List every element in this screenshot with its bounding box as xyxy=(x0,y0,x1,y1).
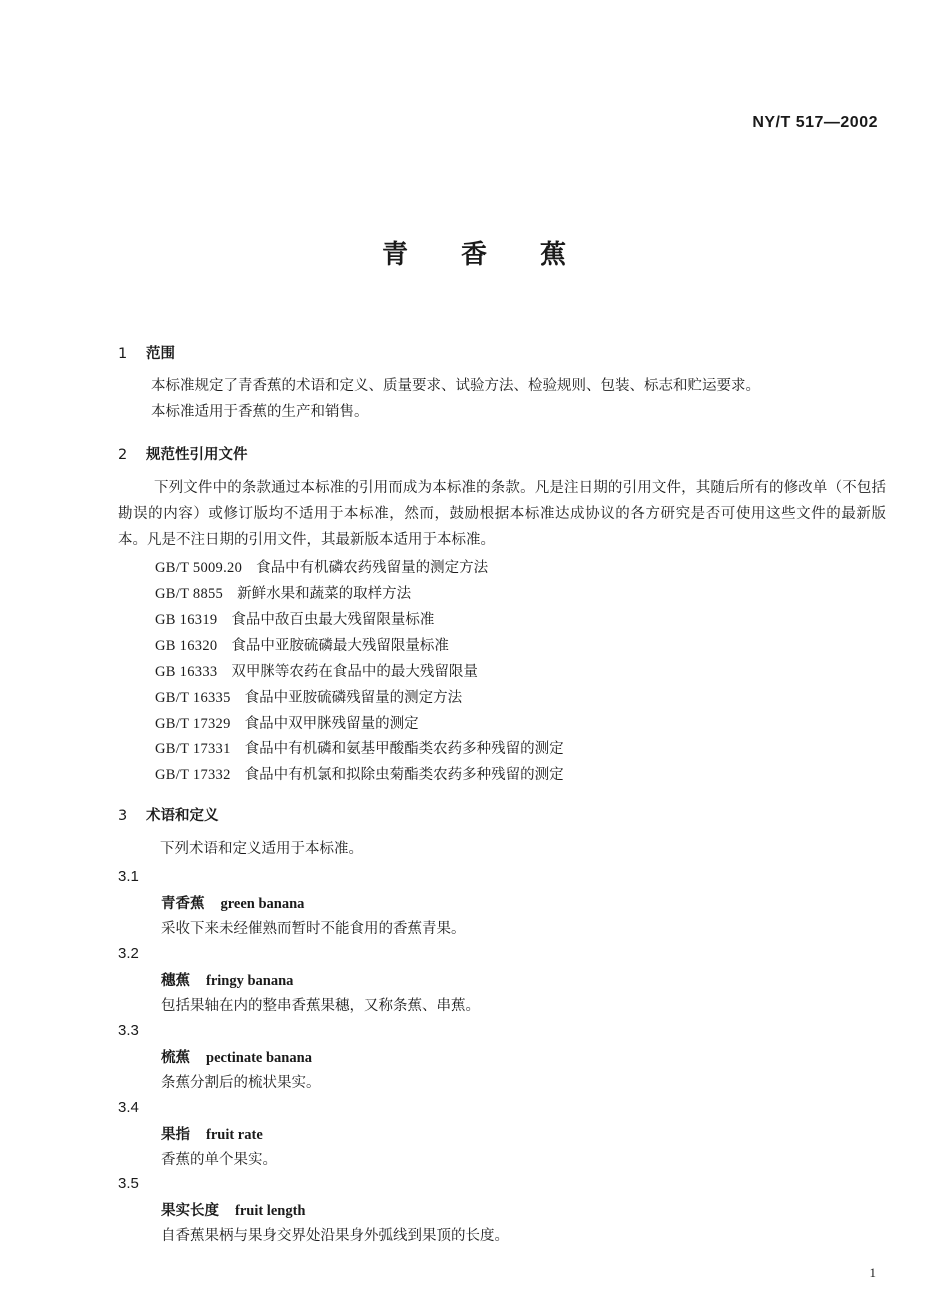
reference-code: GB/T 16335 xyxy=(155,690,231,706)
reference-code: GB/T 5009.20 xyxy=(155,560,243,576)
reference-code: GB 16333 xyxy=(155,664,218,680)
term-en: fringy banana xyxy=(206,973,294,989)
term-heading xyxy=(161,969,293,990)
page-number: 1 xyxy=(869,1265,876,1280)
reference-item xyxy=(155,763,564,784)
section-title: 范围 xyxy=(146,346,175,362)
reference-item xyxy=(155,737,564,758)
reference-title: 食品中亚胺硫磷残留量的测定方法 xyxy=(244,690,463,706)
term-heading xyxy=(161,892,304,913)
term-heading xyxy=(161,1199,305,1220)
reference-item xyxy=(155,608,434,629)
reference-code: GB 16319 xyxy=(155,612,218,628)
section-title: 规范性引用文件 xyxy=(146,447,248,463)
reference-title: 食品中敌百虫最大残留限量标准 xyxy=(231,612,435,628)
term-number: 3.4 xyxy=(118,1099,139,1116)
term-heading xyxy=(161,1123,263,1144)
reference-title: 食品中有机磷农药残留量的测定方法 xyxy=(256,560,489,576)
term-zh: 穗蕉 xyxy=(161,973,190,989)
term-en: fruit length xyxy=(235,1203,306,1219)
term-definition: 条蕉分割后的梳状果实。 xyxy=(161,1075,321,1091)
reference-title: 食品中双甲脒残留量的测定 xyxy=(244,716,419,732)
reference-item xyxy=(155,556,488,577)
term-zh: 果实长度 xyxy=(161,1203,219,1219)
reference-title: 食品中有机氯和拟除虫菊酯类农药多种残留的测定 xyxy=(244,767,564,783)
standard-code: NY/T 517—2002 xyxy=(752,114,878,131)
reference-item xyxy=(155,712,419,733)
paragraph: 下列文件中的条款通过本标准的引用而成为本标准的条款。凡是注日期的引用文件，其随后所有的修改单（不包括勘误的内容）或修订版均不适用于本标准，然而，鼓励根据本标准达成协议的各方研究是否可使用这些文件的最新版本。凡是不注日期的引用文件，其最新版本适用于本标准。 xyxy=(118,480,886,548)
term-en: green banana xyxy=(220,896,305,912)
reference-code: GB/T 17329 xyxy=(155,716,231,732)
paragraph: 本标准规定了青香蕉的术语和定义、质量要求、试验方法、检验规则、包装、标志和贮运要求。 xyxy=(151,378,760,394)
section-number: 1 xyxy=(118,346,128,362)
reference-title: 双甲脒等农药在食品中的最大残留限量 xyxy=(231,664,478,680)
reference-code: GB 16320 xyxy=(155,638,218,654)
reference-code: GB/T 17332 xyxy=(155,767,231,783)
term-zh: 梳蕉 xyxy=(161,1050,190,1066)
reference-item xyxy=(155,582,411,603)
paragraph: 本标准适用于香蕉的生产和销售。 xyxy=(151,404,369,420)
reference-item xyxy=(155,686,462,707)
section-3-heading xyxy=(118,804,219,825)
paragraph: 下列术语和定义适用于本标准。 xyxy=(160,841,363,857)
document-title: 青 香 蕉 xyxy=(381,240,589,270)
term-definition: 采收下来未经催熟而暂时不能食用的香蕉青果。 xyxy=(161,921,466,937)
reference-code: GB/T 17331 xyxy=(155,741,231,757)
term-heading xyxy=(161,1046,312,1067)
term-definition: 包括果轴在内的整串香蕉果穗，又称条蕉、串蕉。 xyxy=(161,998,480,1014)
section-1-heading xyxy=(118,342,175,363)
term-number: 3.1 xyxy=(118,868,139,885)
term-zh: 果指 xyxy=(161,1127,190,1143)
section-number: 3 xyxy=(118,808,128,824)
reference-item xyxy=(155,634,449,655)
section-title: 术语和定义 xyxy=(146,808,219,824)
reference-code: GB/T 8855 xyxy=(155,586,224,602)
term-zh: 青香蕉 xyxy=(161,896,205,912)
reference-title: 新鲜水果和蔬菜的取样方法 xyxy=(237,586,412,602)
reference-title: 食品中有机磷和氨基甲酸酯类农药多种残留的测定 xyxy=(244,741,564,757)
section-2-heading xyxy=(118,443,248,464)
term-number: 3.5 xyxy=(118,1175,139,1192)
reference-title: 食品中亚胺硫磷最大残留限量标准 xyxy=(231,638,449,654)
term-en: pectinate banana xyxy=(206,1050,312,1066)
term-en: fruit rate xyxy=(206,1127,263,1143)
term-number: 3.2 xyxy=(118,945,139,962)
term-definition: 自香蕉果柄与果身交界处沿果身外弧线到果顶的长度。 xyxy=(161,1228,509,1244)
term-number: 3.3 xyxy=(118,1022,139,1039)
section-number: 2 xyxy=(118,447,128,463)
term-definition: 香蕉的单个果实。 xyxy=(161,1152,277,1168)
reference-item xyxy=(155,660,478,681)
